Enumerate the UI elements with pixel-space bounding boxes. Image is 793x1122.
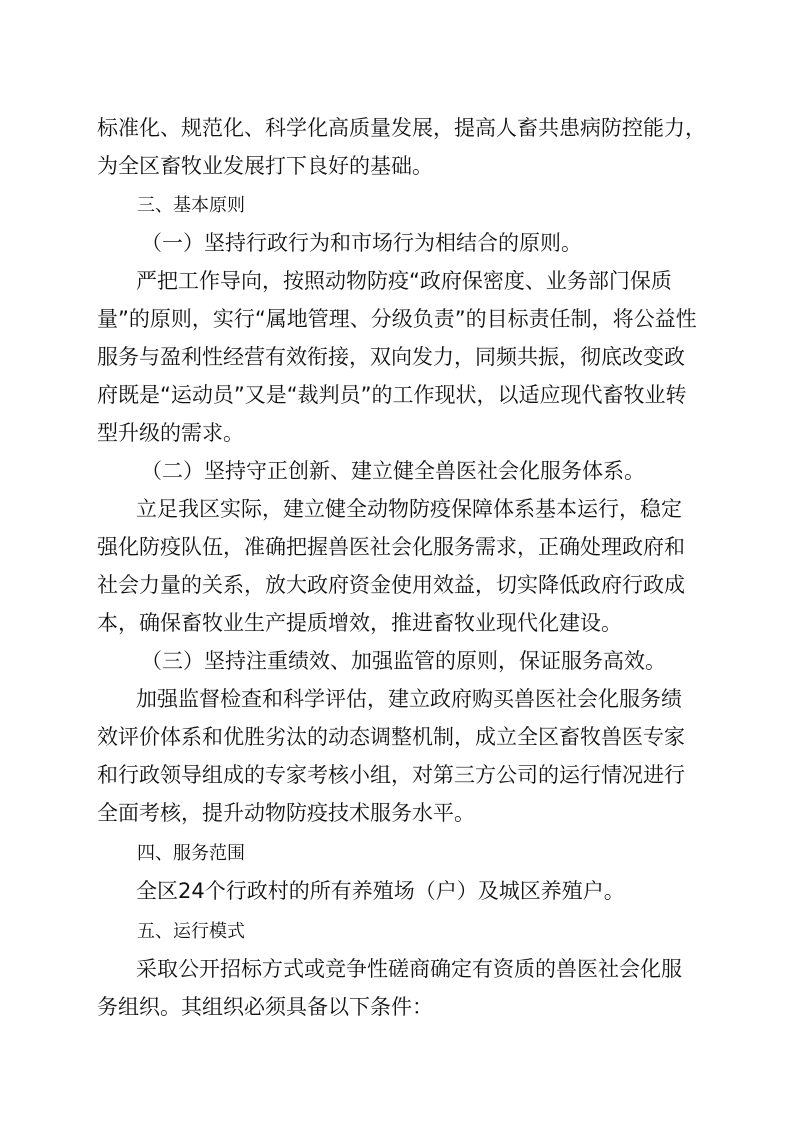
paragraph-line: 社会力量的关系，放大政府资金使用效益，切实降低政府行政成 [97,573,685,597]
paragraph-line: 标准化、规范化、科学化高质量发展，提高人畜共患病防控能力， [97,116,706,140]
subsection-heading: （二）坚持守正创新、建立健全兽医社会化服务体系。 [141,459,645,483]
paragraph-line: 立足我区实际，建立健全动物防疫保障体系基本运行，稳定 [136,497,682,521]
paragraph-line: 量”的原则，实行“属地管理、分级负责”的目标责任制，将公益性 [97,307,697,331]
paragraph-line: 采取公开招标方式或竞争性磋商确定有资质的兽医社会化服 [136,957,682,981]
paragraph-line: 本，确保畜牧业生产提质增效，推进畜牧业现代化建设。 [97,611,622,635]
paragraph-line: 服务与盈利性经营有效衔接，双向发力，同频共振，彻底改变政 [97,345,685,369]
section-heading: 五、运行模式 [137,921,245,942]
section-heading: 三、基本原则 [137,195,245,216]
subsection-heading: （一）坚持行政行为和市场行为相结合的原则。 [141,231,582,255]
paragraph-line: 全区24个行政村的所有养殖场（户）及城区养殖户。 [136,879,625,903]
paragraph-line: 效评价体系和优胜劣汰的动态调整机制，成立全区畜牧兽医专家 [97,725,685,749]
paragraph-line: 府既是“运动员”又是“裁判员”的工作现状，以适应现代畜牧业转 [97,383,687,407]
paragraph-line: 和行政领导组成的专家考核小组，对第三方公司的运行情况进行 [97,763,685,787]
paragraph-line: 务组织。其组织必须具备以下条件： [97,995,433,1019]
section-heading: 四、服务范围 [137,843,245,864]
paragraph-line: 全面考核，提升动物防疫技术服务水平。 [97,801,475,825]
paragraph-line: 为全区畜牧业发展打下良好的基础。 [97,154,433,178]
subsection-heading: （三）坚持注重绩效、加强监管的原则，保证服务高效。 [141,649,666,673]
paragraph-line: 加强监督检查和科学评估，建立政府购买兽医社会化服务绩 [136,687,682,711]
paragraph-line: 严把工作导向，按照动物防疫“政府保密度、业务部门保质 [136,269,672,293]
paragraph-line: 型升级的需求。 [97,421,244,445]
paragraph-line: 强化防疫队伍，准确把握兽医社会化服务需求，正确处理政府和 [97,535,685,559]
